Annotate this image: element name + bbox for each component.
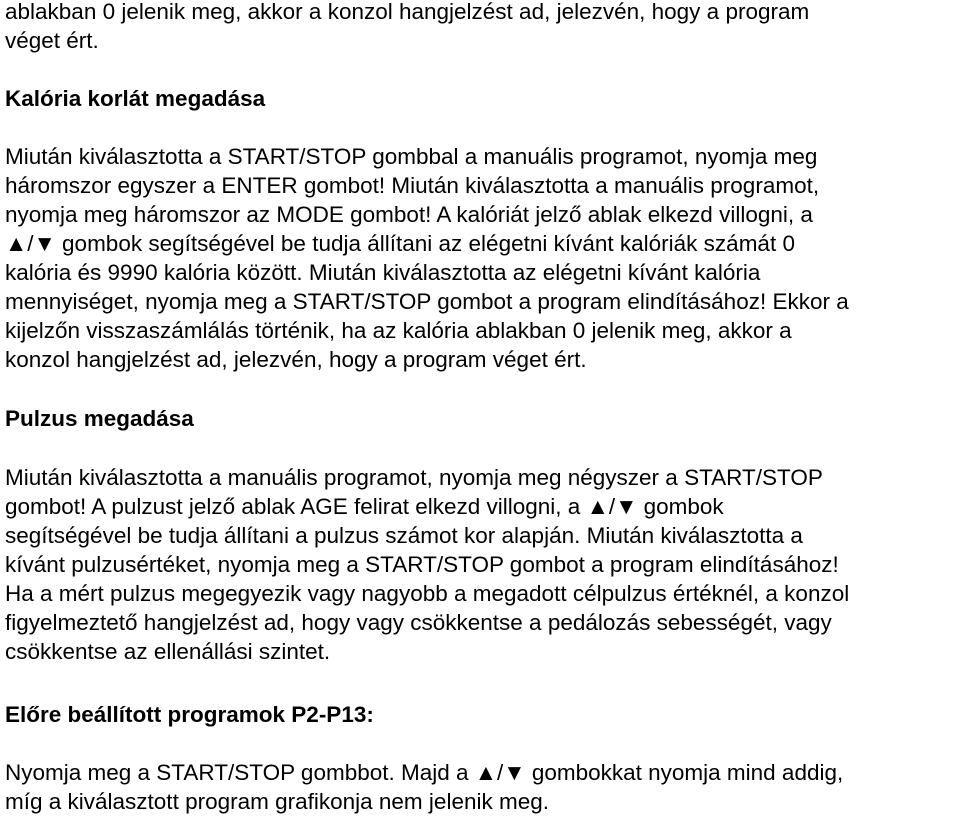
section-heading-pulse: Pulzus megadása [5,406,194,431]
intro-paragraph: ablakban 0 jelenik meg, akkor a konzol hangjelzést ad, jelezvén, hogy a program véget ért. [5,0,810,53]
section-body-preset-programs: Nyomja meg a START/STOP gombbot. Majd a ▲/▼ gombokkat nyomja mind addig, míg a kiválasztott program grafikonja nem jelenik meg. [5,760,844,814]
section-body-calorie-limit: Miután kiválasztotta a START/STOP gombbal a manuális programot, nyomja meg háromszor egyszer a ENTER gombot! Miután kiválasztotta a manuális programot, nyomja meg háromszor az MODE gombot! A kalóriát jelző ablak elkezd villogni, a ▲/▼ gombok segítségével be tudja állítani az elégetni kívánt kalóriák számát 0 kalória és 9990 kalória között. Miután kiválasztotta az elégetni kívánt kalória mennyiséget, nyomja meg a START/STOP gombot a program elindításához! Ekkor a kijelzőn visszaszámlálás történik, ha az kalória ablakban 0 jelenik meg, akkor a konzol hangjelzést ad, jelezvén, hogy a program véget ért. [5,144,849,372]
section-heading-preset-programs: Előre beállított programok P2-P13: [5,702,374,727]
section-body-pulse: Miután kiválasztotta a manuális programot, nyomja meg négyszer a START/STOP gombot! A pulzust jelző ablak AGE felirat elkezd villogni, a ▲/▼ gombok segítségével be tudja állítani a pulzus számot kor alapján. Miután kiválasztotta a kívánt pulzusértéket, nyomja meg a START/STOP gombot a program elindításához! Ha a mért pulzus megegyezik vagy nagyobb a megadott célpulzus értéknél, a konzol figyelmeztető hangjelzést ad, hogy vagy csökkentse a pedálozás sebességét, vagy csökkentse az ellenállási szintet. [5,465,850,664]
section-heading-calorie-limit: Kalória korlát megadása [5,86,266,111]
